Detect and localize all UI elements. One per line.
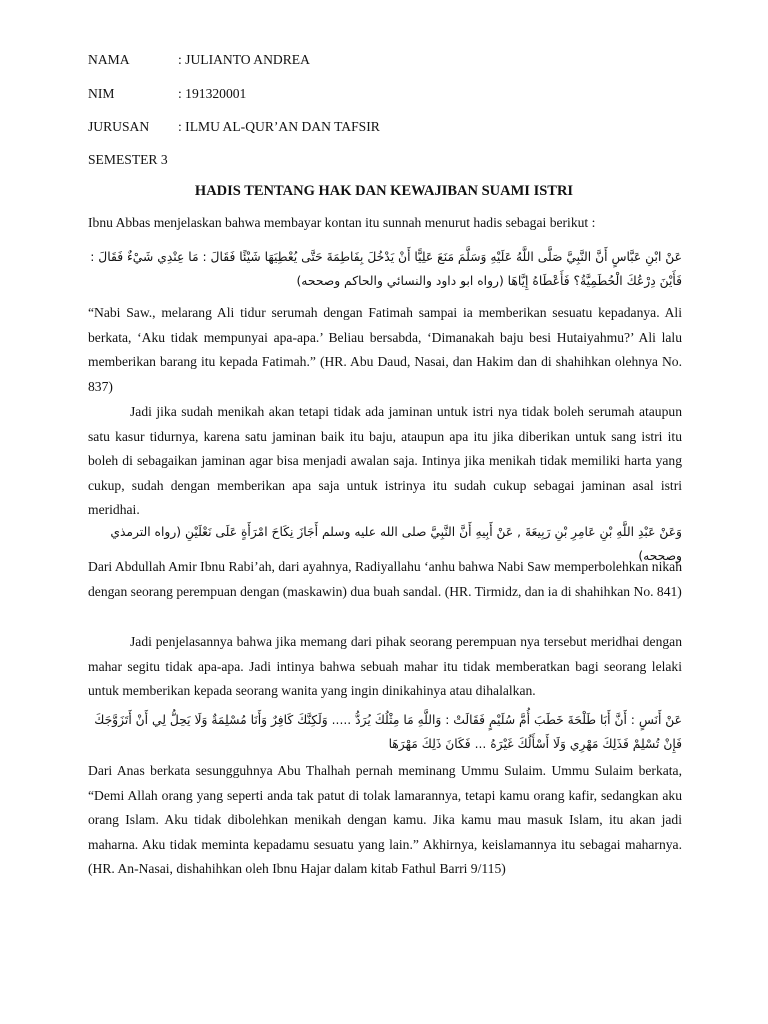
nama-label: NAMA <box>88 52 130 67</box>
explanation-paragraph-1: Jadi jika sudah menikah akan tetapi tidak ada jaminan untuk istri nya tidak boleh serumah ataupun satu kasur tidurnya, karena satu jaminan baik itu baju, ataupun apa itu jika diberikan untuk sang istri itu boleh di sebagaikan jaminan agar bisa menjadi awalan saja. Intinya jika menikah tidak memiliki harta yang cukup, sudah dengan memberikan apa saja untuk istrinya itu sudah cukup sebagai jaminan asal istri meridhai. <box>88 404 682 517</box>
explanation-paragraph-2: Jadi penjelasannya bahwa jika memang dari pihak seorang perempuan nya tersebut meridhai dengan mahar segitu tidak apa-apa. Jadi intinya bahwa sebuah mahar itu tidak memberatkan bagi seorang lelaki untuk memberikan kepada seorang wanita yang ingin dinikahinya atau dihalalkan. <box>88 634 682 698</box>
translation-paragraph-1: “Nabi Saw., melarang Ali tidur serumah dengan Fatimah sampai ia memberikan sesuatu kepadanya. Ali berkata, ‘Aku tidak mempunyai apa-apa.’ Beliau bersabda, ‘Dimanakah baju besi Hutaiyahmu?’ Ali lalu memberikan barang itu kepada Fatimah.” (HR. Abu Daud, Nasai, dan Hakim dan di shahihkan olehnya No. 837) <box>88 305 682 394</box>
arabic-hadith-1: عَنْ ابْنِ عَبَّاسٍ أَنَّ النَّبِيَّ صَلَّى اللَّهُ عَلَيْهِ وَسَلَّمَ مَنَعَ عَلِيًّا أَنْ يَدْخُلَ بِفَاطِمَةَ حَتَّى يُعْطِيَهَا شَيْئًا فَقَالَ : مَا عِنْدِي شَيْءٌ فَقَالَ : فَأَيْنَ دِرْعُكَ الْحُطَمِيَّةُ؟ فَأَعْطَاهُ إِيَّاهَا (رواه ابو داود والنسائي والحاكم وصححه) <box>90 250 682 288</box>
nama-field <box>88 51 310 69</box>
nim-field <box>88 85 246 103</box>
semester-field: SEMESTER 3 <box>88 152 168 167</box>
arabic-hadith-3: عَنْ أَنَسٍ : أَنَّ أَبَا طَلْحَةَ خَطَبَ أُمَّ سُلَيْمٍ فَقَالَتْ : وَاللَّهِ مَا مِثْلُكَ يُرَدُّ ..... وَلَكِنَّكَ كَافِرٌ وَأَنَا مُسْلِمَةٌ وَلَا يَحِلُّ لِي أَنْ أَتَزَوَّجَكَ فَإِنْ تُسْلِمْ فَذَلِكَ مَهْرِي وَلَا أَسْأَلُكَ غَيْرَهُ ... فَكَانَ ذَلِكَ مَهْرَهَا <box>94 713 682 751</box>
jurusan-value: : ILMU AL-QUR’AN DAN TAFSIR <box>178 119 380 134</box>
jurusan-label: JURUSAN <box>88 119 150 134</box>
document-title: HADIS TENTANG HAK DAN KEWAJIBAN SUAMI ISTRI <box>194 183 574 199</box>
nim-value: : 191320001 <box>178 86 247 101</box>
translation-paragraph-3: Dari Anas berkata sesungguhnya Abu Thalhah pernah meminang Ummu Sulaim. Ummu Sulaim berkata, “Demi Allah orang yang seperti anda tak patut di tolak lamarannya, tetapi kamu orang kafir, sedangkan aku orang Islam. Aku tidak dibolehkan menikah dengan kamu. Jika kamu mau masuk Islam, itu akan jadi maharna. Aku tidak meminta kepadamu sesuatu yang lain.” Akhirnya, keislamannya itu sebagai maharnya. (HR. An-Nasai, dishahihkan oleh Ibnu Hajar dalam kitab Fathul Barri 9/115) <box>88 763 682 876</box>
intro-paragraph: Ibnu Abbas menjelaskan bahwa membayar kontan itu sunnah menurut hadis sebagai berikut : <box>88 215 596 230</box>
jurusan-field <box>88 118 380 136</box>
nama-value: : JULIANTO ANDREA <box>178 52 310 67</box>
translation-paragraph-2: Dari Abdullah Amir Ibnu Rabi’ah, dari ayahnya, Radiyallahu ‘anhu bahwa Nabi Saw memperbolehkan nikah dengan seorang perempuan dengan (maskawin) dua buah sandal. (HR. Tirmidz, dan ia di shahihkan No. 841) <box>88 559 682 599</box>
arabic-hadith-2: وَعَنْ عَبْدِ اللَّهِ بْنِ عَامِرِ بْنِ رَبِيعَةَ , عَنْ أَبِيهِ أَنَّ النَّبِيَّ صلى الله عليه وسلم أَجَازَ نِكَاحَ امْرَأَةٍ عَلَى نَعْلَيْنِ (رواه الترمذي وصححه) <box>110 525 682 563</box>
nim-label: NIM <box>88 86 115 101</box>
